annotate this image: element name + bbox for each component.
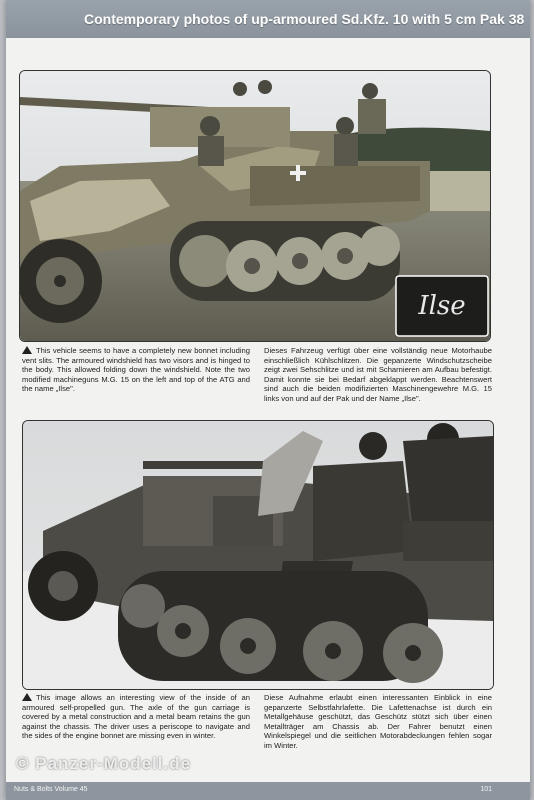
bottom-photo-image [23,421,493,689]
top-photo-image [20,71,490,341]
top-photo [19,70,491,342]
book-page [6,0,530,800]
footer-publication: Nuts & Bolts Volume 45 [14,786,88,793]
ilse-inset-text: Ilse [418,291,466,321]
page-title: Contemporary photos of up-armoured Sd.Kfz. 10 with 5 cm Pak 38 [84,11,525,27]
watermark: © Panzer-Modell.de [16,754,192,773]
page-number: 101 [480,786,492,793]
top-caption-english-text: This vehicle seems to have a completely new bonnet including vent slits. The armoured windshield has two visors and is hinged to the body. This allowed folding down the windshield. Note the two modified machineguns M.G. 15 on the left and top of the ATG and the name „Ilse". [22,346,250,394]
top-caption-english [22,346,250,394]
top-caption-german: Dieses Fahrzeug verfügt über eine vollständig neue Motorhaube einschließlich Kühlschlitzen. Die gepanzerte Windschutzscheibe zeigt zwei Sehschlitze und ist mit Scharnieren am Aufbau befestigt. Damit konnte sie bei Bedarf abgeklappt werden. Beachtenswert sind auch die beiden modifizierten Maschinengewehre M.G. 15 links von und auf der Pak und der Name „Ilse". [264,346,492,403]
footer-band [6,782,530,800]
bottom-photo [22,420,494,690]
bottom-caption-german: Diese Aufnahme erlaubt einen interessanten Einblick in eine gepanzerte Selbstfahrlafette. Die Lafettenachse ist durch ein Metallgehäuse geschützt, das Geschütz stützt sich über einen Metallträger am Chassis ab. Der Fahrer benutzt einen Winkelspiegel und die seitlichen Motorabdeckungen fehlen sogar im Winter. [264,693,492,750]
bottom-caption-english [22,693,250,741]
bottom-caption-english-text: This image allows an interesting view of the inside of an armoured self-propelled gun. The axle of the gun carriage is covered by a metal construction and a metal beam retains the gun against the chassis. The driver uses a periscope to navigate and the sides of the engine bonnet are missing even in winter. [22,693,250,741]
caption-marker-icon [22,346,32,354]
caption-marker-icon [22,693,32,701]
header-band [6,0,530,38]
